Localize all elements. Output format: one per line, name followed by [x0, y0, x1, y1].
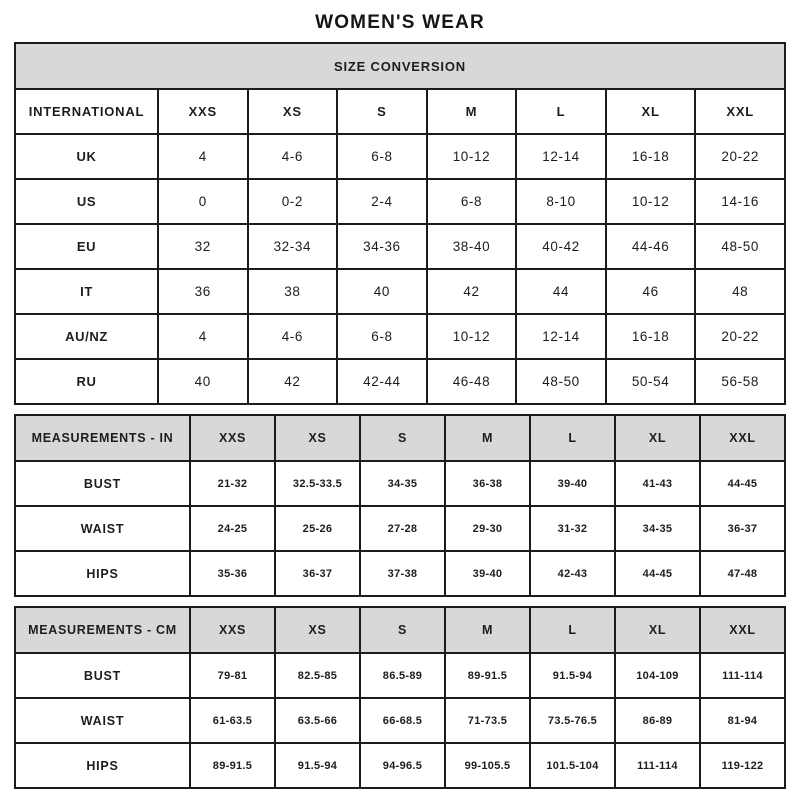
size-cell: 4	[158, 314, 248, 359]
row-label: BUST	[15, 461, 190, 506]
size-cell: 21-32	[190, 461, 275, 506]
size-cell: 91.5-94	[530, 653, 615, 698]
column-header: M	[427, 89, 517, 134]
column-header: L	[530, 415, 615, 461]
column-header: XXL	[700, 415, 785, 461]
table-row	[15, 551, 785, 596]
column-header: XL	[615, 607, 700, 653]
size-conversion-table	[14, 42, 786, 405]
size-cell: 27-28	[360, 506, 445, 551]
header-row	[15, 607, 785, 653]
size-cell: 56-58	[695, 359, 785, 404]
size-cell: 32	[158, 224, 248, 269]
size-cell: 39-40	[445, 551, 530, 596]
column-header: XXS	[190, 607, 275, 653]
size-cell: 0-2	[248, 179, 338, 224]
table-row	[15, 698, 785, 743]
table-row	[15, 134, 785, 179]
table-row	[15, 653, 785, 698]
size-cell: 29-30	[445, 506, 530, 551]
header-row	[15, 89, 785, 134]
row-label: IT	[15, 269, 158, 314]
row-label: US	[15, 179, 158, 224]
size-cell: 82.5-85	[275, 653, 360, 698]
row-label: EU	[15, 224, 158, 269]
size-cell: 48-50	[695, 224, 785, 269]
size-cell: 39-40	[530, 461, 615, 506]
row-label: WAIST	[15, 506, 190, 551]
size-cell: 32-34	[248, 224, 338, 269]
size-cell: 104-109	[615, 653, 700, 698]
row-label: RU	[15, 359, 158, 404]
size-cell: 37-38	[360, 551, 445, 596]
size-cell: 81-94	[700, 698, 785, 743]
measurements-cm-table	[14, 606, 786, 789]
size-cell: 42-44	[337, 359, 427, 404]
size-cell: 16-18	[606, 314, 696, 359]
size-cell: 44	[516, 269, 606, 314]
size-cell: 12-14	[516, 314, 606, 359]
header-row	[15, 415, 785, 461]
column-header: M	[445, 607, 530, 653]
size-cell: 111-114	[615, 743, 700, 788]
table-row	[15, 461, 785, 506]
size-cell: 20-22	[695, 134, 785, 179]
measurements-in-table	[14, 414, 786, 597]
page-title: WOMEN'S WEAR	[315, 12, 485, 33]
column-header: XS	[275, 415, 360, 461]
row-label: HIPS	[15, 743, 190, 788]
size-cell: 42	[248, 359, 338, 404]
size-cell: 10-12	[427, 314, 517, 359]
column-header: XS	[275, 607, 360, 653]
size-cell: 40	[158, 359, 248, 404]
size-cell: 42-43	[530, 551, 615, 596]
size-cell: 36	[158, 269, 248, 314]
size-cell: 44-46	[606, 224, 696, 269]
size-cell: 36-37	[275, 551, 360, 596]
size-cell: 89-91.5	[190, 743, 275, 788]
table-row	[15, 359, 785, 404]
table-title-cell: MEASUREMENTS - CM	[15, 607, 190, 653]
table-row	[15, 269, 785, 314]
size-cell: 86-89	[615, 698, 700, 743]
column-header: XL	[615, 415, 700, 461]
size-cell: 111-114	[700, 653, 785, 698]
size-cell: 25-26	[275, 506, 360, 551]
table-row	[15, 506, 785, 551]
size-cell: 6-8	[427, 179, 517, 224]
size-cell: 31-32	[530, 506, 615, 551]
size-cell: 91.5-94	[275, 743, 360, 788]
size-cell: 36-37	[700, 506, 785, 551]
size-cell: 38	[248, 269, 338, 314]
size-cell: 101.5-104	[530, 743, 615, 788]
table-row	[15, 179, 785, 224]
size-cell: 35-36	[190, 551, 275, 596]
size-cell: 99-105.5	[445, 743, 530, 788]
size-cell: 48-50	[516, 359, 606, 404]
row-label: AU/NZ	[15, 314, 158, 359]
size-cell: 47-48	[700, 551, 785, 596]
size-cell: 32.5-33.5	[275, 461, 360, 506]
table-title-cell: INTERNATIONAL	[15, 89, 158, 134]
column-header: XXL	[695, 89, 785, 134]
table-row	[15, 314, 785, 359]
row-label: BUST	[15, 653, 190, 698]
column-header: XXS	[158, 89, 248, 134]
column-header: L	[530, 607, 615, 653]
column-header: XXS	[190, 415, 275, 461]
size-cell: 48	[695, 269, 785, 314]
column-header: XXL	[700, 607, 785, 653]
size-cell: 46	[606, 269, 696, 314]
size-cell: 89-91.5	[445, 653, 530, 698]
column-header: XS	[248, 89, 338, 134]
size-cell: 2-4	[337, 179, 427, 224]
size-cell: 79-81	[190, 653, 275, 698]
column-header: S	[337, 89, 427, 134]
size-cell: 61-63.5	[190, 698, 275, 743]
size-cell: 34-35	[360, 461, 445, 506]
size-cell: 6-8	[337, 134, 427, 179]
size-cell: 73.5-76.5	[530, 698, 615, 743]
size-cell: 42	[427, 269, 517, 314]
size-cell: 50-54	[606, 359, 696, 404]
size-cell: 12-14	[516, 134, 606, 179]
size-cell: 24-25	[190, 506, 275, 551]
column-header: M	[445, 415, 530, 461]
size-cell: 20-22	[695, 314, 785, 359]
size-cell: 34-35	[615, 506, 700, 551]
size-cell: 0	[158, 179, 248, 224]
size-cell: 4-6	[248, 134, 338, 179]
size-cell: 46-48	[427, 359, 517, 404]
size-cell: 94-96.5	[360, 743, 445, 788]
size-cell: 41-43	[615, 461, 700, 506]
size-cell: 44-45	[700, 461, 785, 506]
table-row	[15, 224, 785, 269]
row-label: HIPS	[15, 551, 190, 596]
size-cell: 36-38	[445, 461, 530, 506]
size-cell: 40	[337, 269, 427, 314]
size-cell: 6-8	[337, 314, 427, 359]
size-cell: 38-40	[427, 224, 517, 269]
column-header: XL	[606, 89, 696, 134]
size-cell: 119-122	[700, 743, 785, 788]
size-cell: 4-6	[248, 314, 338, 359]
size-cell: 86.5-89	[360, 653, 445, 698]
size-conversion-caption: SIZE CONVERSION	[15, 43, 785, 89]
column-header: S	[360, 607, 445, 653]
column-header: S	[360, 415, 445, 461]
size-cell: 16-18	[606, 134, 696, 179]
size-cell: 8-10	[516, 179, 606, 224]
size-cell: 10-12	[606, 179, 696, 224]
column-header: L	[516, 89, 606, 134]
table-row	[15, 743, 785, 788]
size-cell: 34-36	[337, 224, 427, 269]
size-cell: 63.5-66	[275, 698, 360, 743]
size-cell: 66-68.5	[360, 698, 445, 743]
size-conversion-caption-row	[15, 43, 785, 89]
size-cell: 40-42	[516, 224, 606, 269]
size-cell: 4	[158, 134, 248, 179]
size-cell: 14-16	[695, 179, 785, 224]
size-cell: 10-12	[427, 134, 517, 179]
table-title-cell: MEASUREMENTS - IN	[15, 415, 190, 461]
row-label: UK	[15, 134, 158, 179]
size-cell: 71-73.5	[445, 698, 530, 743]
row-label: WAIST	[15, 698, 190, 743]
size-cell: 44-45	[615, 551, 700, 596]
